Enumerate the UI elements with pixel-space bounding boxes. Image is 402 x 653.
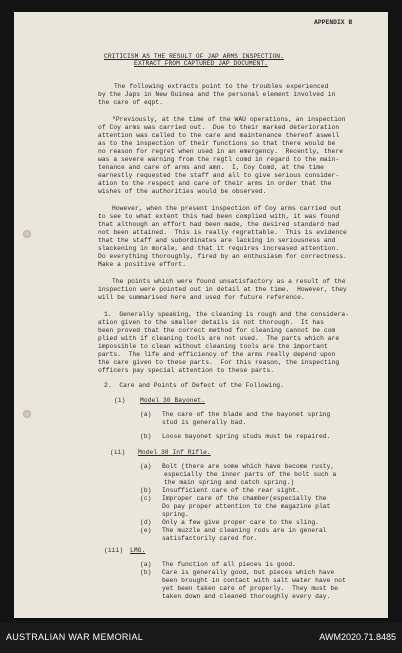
para1-line: wishes of the authorities would be observed. (98, 188, 267, 195)
item-iii-a-line: The function of all pieces is good. (162, 561, 297, 568)
point1-line: 1. Generally speaking, the cleaning is rough and the considera- (104, 311, 350, 318)
document-subtitle: EXTRACT FROM CAPTURED JAP DOCUMENT. (134, 60, 269, 67)
para2-line: not been attained. This is really regrettable. This is evidence (98, 229, 347, 236)
punch-hole (23, 410, 31, 418)
collection-name: AUSTRALIAN WAR MEMORIAL (6, 632, 144, 642)
item-ii-title: Model 38 Inf Rifle. (138, 449, 211, 456)
item-i-b-label: (b) (140, 433, 152, 440)
item-ii-a-line: the main spring and catch spring.) (164, 479, 295, 486)
point2-heading: 2. Care and Points of Defect of the Following. (104, 382, 284, 389)
document-page (14, 12, 388, 618)
para1-line: ation to the respect and care of their arms in order that the (98, 180, 332, 187)
item-ii-d-line: Only a few give proper care to the sling. (162, 519, 319, 526)
para1-line: earnestly requested the staff and all to give serious consider- (98, 172, 340, 179)
item-ii-d-label: (d) (140, 519, 152, 526)
point1-line: plied with if cleaning tools are not used. The parts which are (98, 335, 340, 342)
para1-line: of Coy arms was carried out. Due to their marked deterioration (98, 124, 340, 131)
document-title: CRITICISM AS THE RESULT OF JAP ARMS INSPECTION. (104, 53, 284, 60)
item-iii-b-line: yet been taken care of properly. They must be (162, 585, 339, 592)
para2-line: slackening in morale, and that it requires increased attention. (98, 245, 340, 252)
para2-line: to see to what extent this had been complied with, it was found (98, 213, 340, 220)
item-ii-c-line: Improper care of the chamber(especially the (162, 495, 327, 502)
item-ii-e-label: (e) (140, 527, 152, 534)
para1-line: "Previously, at the time of the WAU operations, an inspection (112, 116, 346, 123)
para2-line: that the staff and subordinates are lacking in seriousness and (98, 237, 336, 244)
para1-line: no reason for regret when used in an emergency. Recently, there (98, 148, 344, 155)
point1-line: ation given to the smaller details is not thorough. It has (98, 319, 324, 326)
point1-line: parts. The life and efficiency of the arms really depend upon (98, 351, 336, 358)
item-ii-e-line: The muzzle and cleaning rods are in general (162, 527, 327, 534)
footer-bar (0, 623, 402, 653)
item-iii-title: LMG. (130, 547, 146, 554)
para1-line: tenance and care of arms and amn. I, Coy Comd, at the time (98, 164, 324, 171)
item-i-a-line: stud is generally bad. (162, 419, 247, 426)
appendix-label: APPENDIX B (314, 19, 353, 26)
item-i-b-line: Loose bayonet spring studs must be repaired. (162, 433, 331, 440)
item-i-a-label: (a) (140, 411, 152, 418)
item-ii-a-label: (a) (140, 463, 152, 470)
item-iii-b-label: (b) (140, 569, 152, 576)
para2-line: Make a positive effort. (98, 261, 187, 268)
item-ii-c-label: (c) (140, 495, 152, 502)
para3-line: will be summarised here and used for future reference. (98, 294, 305, 301)
item-iii-b-line: Care is generally good, but pieces which have (162, 569, 335, 576)
para3-line: inspection were pointed out in detail at the time. However, they (98, 286, 347, 293)
para1-line: was a severe warning from the regtl comd in regard to the main- (98, 156, 340, 163)
item-iii-a-label: (a) (140, 561, 152, 568)
item-ii-b-line: Insufficient care of the rear sight. (162, 487, 300, 494)
item-iii-b-line: taken down and cleaned thoroughly every day. (162, 593, 331, 600)
item-iii-b-line: been brought in contact with salt water have not (162, 577, 346, 584)
item-ii-c-line: Do pay proper attention to the magazine plat (162, 503, 331, 510)
item-ii-e-line: satisfactorily cared for. (162, 535, 258, 542)
item-ii-label: (ii) (110, 449, 126, 456)
item-iii-label: (iii) (104, 547, 124, 554)
point1-line: the care given to these parts. For this reason, the inspecting (98, 359, 340, 366)
item-ii-c-line: spring. (162, 511, 189, 518)
accession-number: AWM2020.71.8485 (319, 632, 396, 642)
item-i-title: Model 30 Bayonet. (140, 397, 206, 404)
item-ii-a-line: Bolt (there are some which have become rusty, (162, 463, 335, 470)
para2-line: Do everything thoroughly, fired by an enthusiasm for correctness. (98, 253, 347, 260)
intro-line: The following extracts point to the troubles experienced (114, 83, 329, 90)
item-i-label: (i) (114, 397, 126, 404)
item-ii-b-label: (b) (140, 487, 152, 494)
point1-line: been proved that the correct method for cleaning cannot be com (98, 327, 336, 334)
para1-line: as to the inspection of their functions so that there would be (98, 140, 336, 147)
para3-line: The points which were found unsatisfactory as a result of the (112, 278, 346, 285)
point1-line: officers pay special attention to these parts. (98, 367, 275, 374)
para2-line: However, when the present inspection of Coy arms carried out (112, 205, 342, 212)
intro-line: by the Japs in New Guinea and the personal element involved in (98, 91, 336, 98)
point1-line: impossible to clean without cleaning tools are the important (98, 343, 328, 350)
punch-hole (23, 230, 31, 238)
item-ii-a-line: especially the inner parts of the bolt such a (164, 471, 337, 478)
intro-line: the care of eqpt. (98, 99, 164, 106)
para2-line: that although an effort had been made, the desired standard had (98, 221, 340, 228)
item-i-a-line: The care of the blade and the bayonet spring (162, 411, 331, 418)
para1-line: attention was called to the care and maintenance thereof aswell (98, 132, 340, 139)
